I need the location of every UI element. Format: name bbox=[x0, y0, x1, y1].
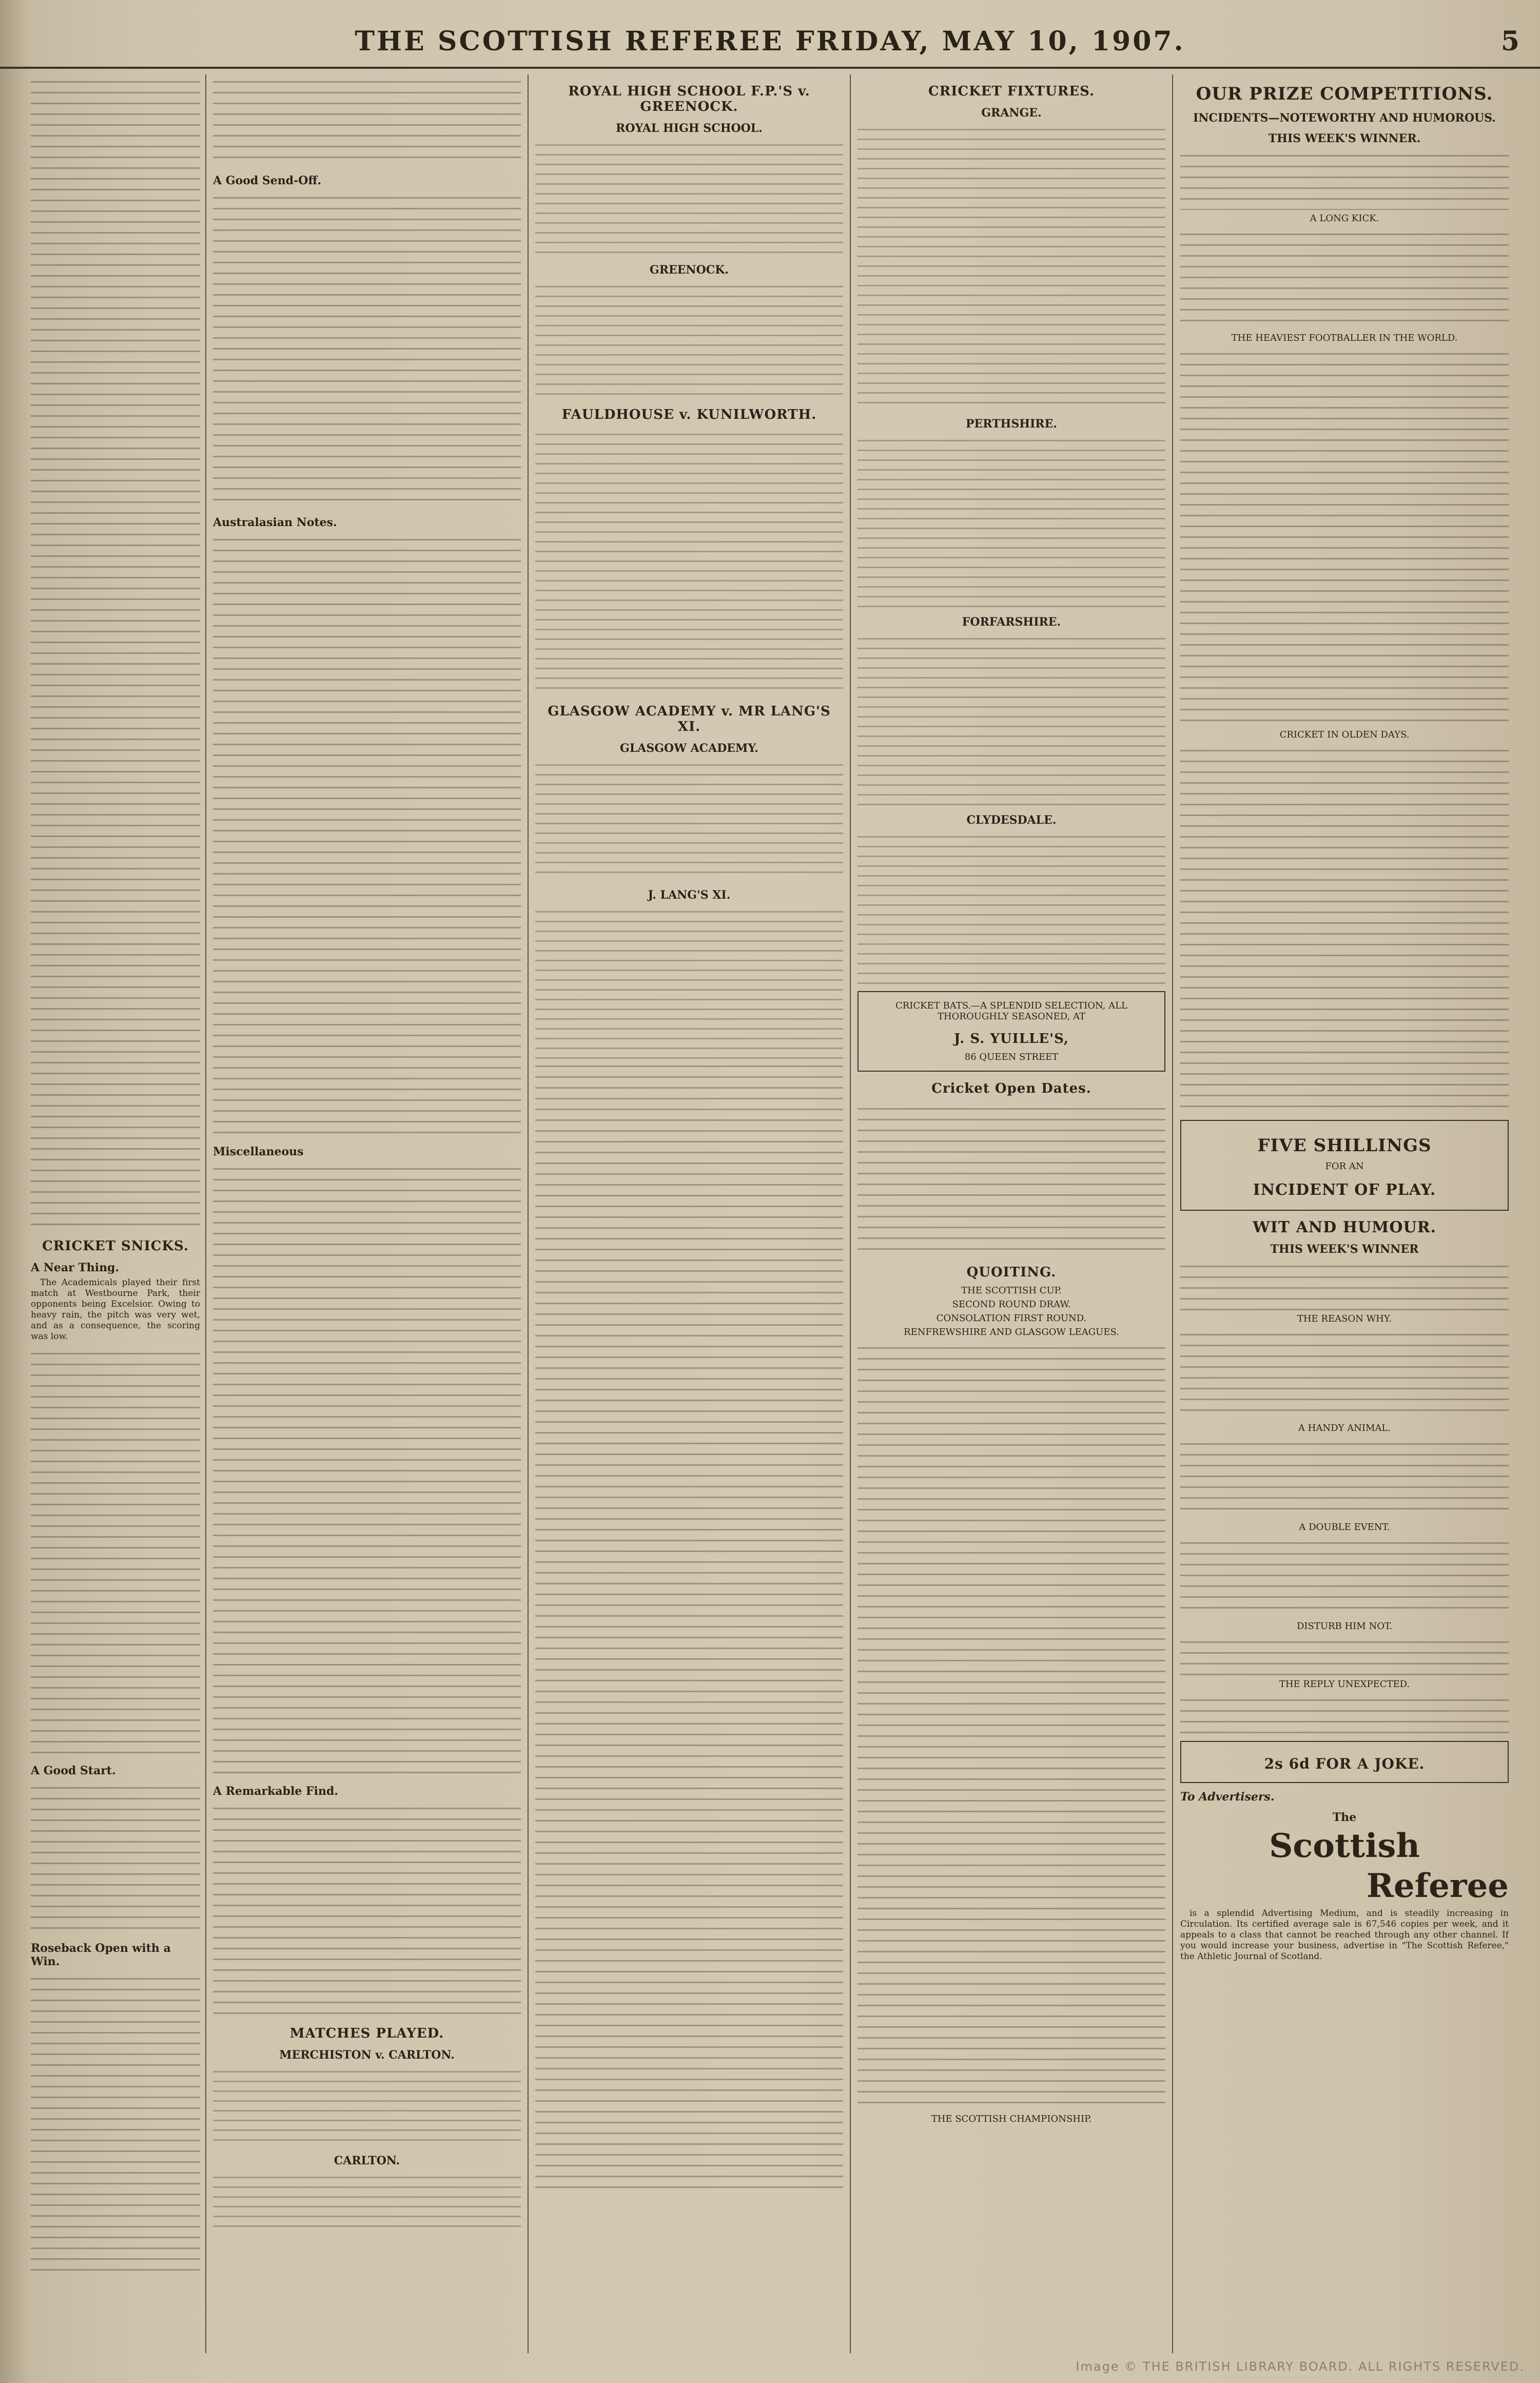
quoiting-heading: QUOITING. bbox=[966, 1265, 1057, 1280]
heaviest-heading: THE HEAVIEST FOOTBALLER IN THE WORLD. bbox=[1231, 333, 1458, 343]
fixtures-heading: CRICKET FIXTURES. bbox=[928, 84, 1095, 99]
near-thing-text: The Academicals played their first match at Westbourne Park, their opponents being Excelsior. Owing to heavy rain, the pitch was very wet, and as a consequence, the scoring was low. bbox=[31, 1277, 200, 1342]
masthead bbox=[0, 21, 1540, 69]
royal-hs-scores bbox=[535, 138, 843, 256]
good-send-off-heading: A Good Send-Off. bbox=[213, 174, 322, 187]
column-4 bbox=[857, 74, 1165, 2353]
five-shillings: FIVE SHILLINGS bbox=[1257, 1135, 1432, 1156]
bats-advert bbox=[857, 991, 1165, 1072]
incident-of-play: INCIDENT OF PLAY. bbox=[1253, 1181, 1436, 1199]
merchiston-scores bbox=[213, 2065, 521, 2147]
fauldhouse-scores bbox=[535, 428, 843, 694]
column-rule bbox=[850, 74, 851, 2353]
ad-referee: Referee bbox=[1366, 1867, 1509, 1905]
consolation: CONSOLATION FIRST ROUND. bbox=[936, 1313, 1087, 1324]
forfarshire-fixtures bbox=[857, 632, 1165, 806]
greenock-scores bbox=[535, 280, 843, 398]
olden-text bbox=[1180, 743, 1509, 1113]
near-thing-heading: A Near Thing. bbox=[31, 1261, 120, 1274]
perthshire-sub: PERTHSHIRE. bbox=[965, 417, 1058, 431]
langs-sub: J. LANG'S XI. bbox=[648, 888, 731, 902]
fauldhouse-heading: FAULDHOUSE v. KUNILWORTH. bbox=[561, 407, 817, 422]
handy-animal-text bbox=[1180, 1437, 1509, 1519]
roseback-text bbox=[31, 1971, 200, 2279]
championship: THE SCOTTISH CHAMPIONSHIP. bbox=[931, 2114, 1092, 2124]
match-reports-text bbox=[535, 1059, 843, 2188]
snicks-text bbox=[31, 1346, 200, 1757]
disturb: DISTURB HIM NOT. bbox=[1296, 1621, 1393, 1632]
perthshire-fixtures bbox=[857, 434, 1165, 608]
misc-text bbox=[213, 1161, 521, 1777]
for-an: FOR AN bbox=[1325, 1161, 1364, 1172]
glasgow-academy-sub: GLASGOW ACADEMY. bbox=[620, 742, 758, 755]
australasian-heading: Australasian Notes. bbox=[213, 516, 337, 529]
greenock-sub: GREENOCK. bbox=[649, 263, 729, 277]
scottish-cup: THE SCOTTISH CUP. bbox=[961, 1285, 1062, 1296]
ad-scottish: Scottish bbox=[1269, 1827, 1420, 1865]
reason-why-text bbox=[1180, 1327, 1509, 1420]
olden-heading: CRICKET IN OLDEN DAYS. bbox=[1279, 729, 1410, 740]
carlton-heading: CARLTON. bbox=[334, 2154, 400, 2167]
disturb-text bbox=[1180, 1635, 1509, 1676]
good-start-heading: A Good Start. bbox=[31, 1764, 116, 1777]
joke-prize: 2s 6d FOR A JOKE. bbox=[1264, 1755, 1425, 1772]
clydesdale-sub: CLYDESDALE. bbox=[966, 813, 1057, 827]
wit-text bbox=[1180, 1259, 1509, 1310]
glasgow-academy-heading: GLASGOW ACADEMY v. MR LANG'S XI. bbox=[548, 704, 831, 734]
misc-heading: Miscellaneous bbox=[213, 1145, 304, 1158]
reason-why: THE REASON WHY. bbox=[1297, 1313, 1392, 1324]
copyright-footer: Image © THE BRITISH LIBRARY BOARD. ALL RIGHTS RESERVED. bbox=[1076, 2359, 1525, 2374]
cricket-snicks-heading: CRICKET SNICKS. bbox=[42, 1238, 189, 1254]
quoiting-text bbox=[857, 1341, 1165, 2110]
glasgow-academy-scores bbox=[535, 758, 843, 881]
heaviest-text bbox=[1180, 346, 1509, 726]
column-1 bbox=[31, 74, 200, 2353]
long-kick-heading: A LONG KICK. bbox=[1310, 213, 1379, 224]
winner-text bbox=[1180, 148, 1509, 210]
league-results-text bbox=[31, 74, 200, 1229]
royal-hs-heading: ROYAL HIGH SCHOOL F.P.'S v. GREENOCK. bbox=[568, 84, 810, 114]
column-5 bbox=[1180, 74, 1509, 2353]
langs-scores bbox=[535, 905, 843, 1059]
double-event: A DOUBLE EVENT. bbox=[1299, 1522, 1390, 1533]
australasian-text bbox=[213, 532, 521, 1138]
five-shillings-box bbox=[1180, 1120, 1509, 1211]
remarkable-find-text bbox=[213, 1801, 521, 2017]
reply: THE REPLY UNEXPECTED. bbox=[1279, 1679, 1410, 1690]
grange-fixtures bbox=[857, 123, 1165, 410]
forfarshire-sub: FORFARSHIRE. bbox=[962, 615, 1061, 629]
column-rule bbox=[528, 74, 529, 2353]
column-3 bbox=[535, 74, 843, 2353]
bats-advert-text: CRICKET BATS.—A SPLENDID SELECTION, ALL THOROUGHLY SEASONED, AT bbox=[895, 1000, 1128, 1022]
clydesdale-fixtures bbox=[857, 830, 1165, 984]
column-2 bbox=[213, 74, 521, 2353]
renfrewshire: RENFREWSHIRE AND GLASGOW LEAGUES. bbox=[904, 1327, 1119, 1338]
roseback-heading: Roseback Open with a Win. bbox=[31, 1942, 171, 1968]
royal-hs-sub: ROYAL HIGH SCHOOL. bbox=[616, 122, 763, 135]
remarkable-find-heading: A Remarkable Find. bbox=[213, 1785, 339, 1798]
long-kick-text bbox=[1180, 227, 1509, 330]
grange-sub: GRANGE. bbox=[981, 106, 1042, 120]
handy-animal: A HANDY ANIMAL. bbox=[1298, 1423, 1391, 1433]
column-rule bbox=[205, 74, 206, 2353]
wit-winner: THIS WEEK'S WINNER bbox=[1270, 1243, 1419, 1256]
send-off-text bbox=[213, 190, 521, 509]
merchiston-heading: MERCHISTON v. CARLTON. bbox=[279, 2048, 455, 2062]
good-start-text bbox=[31, 1780, 200, 1934]
winner-heading: THIS WEEK'S WINNER. bbox=[1268, 132, 1421, 145]
bats-advert-name: J. S. YUILLE'S, bbox=[954, 1031, 1069, 1047]
reply-text bbox=[1180, 1693, 1509, 1734]
matches-played-heading: MATCHES PLAYED. bbox=[289, 2026, 444, 2041]
incidents-heading: INCIDENTS—NOTEWORTHY AND HUMOROUS. bbox=[1193, 111, 1496, 125]
bats-advert-address: 86 QUEEN STREET bbox=[964, 1052, 1059, 1062]
page-title: THE SCOTTISH REFEREE FRIDAY, MAY 10, 1907. bbox=[355, 26, 1185, 57]
wit-heading: WIT AND HUMOUR. bbox=[1252, 1218, 1437, 1236]
to-advertisers: To Advertisers. bbox=[1180, 1790, 1275, 1804]
carlton-scores bbox=[213, 2171, 521, 2232]
ad-text: is a splendid Advertising Medium, and is steadily increasing in Circulation. Its certified average sale is 67,546 copies per week, and it appeals to a class that cannot be reached through any other channel. If you would increase your business, advertise in "The Scottish Referee," the Athletic Journal of Scotland. bbox=[1180, 1908, 1509, 1962]
ad-the: The bbox=[1332, 1811, 1357, 1824]
open-dates-text bbox=[857, 1101, 1165, 1255]
prize-heading: OUR PRIZE COMPETITIONS. bbox=[1196, 84, 1493, 104]
column-rule bbox=[1172, 74, 1173, 2353]
intro-text bbox=[213, 74, 521, 167]
double-event-text bbox=[1180, 1536, 1509, 1618]
second-round: SECOND ROUND DRAW. bbox=[952, 1299, 1071, 1310]
joke-box bbox=[1180, 1741, 1509, 1783]
open-dates-heading: Cricket Open Dates. bbox=[931, 1081, 1091, 1096]
page-number: 5 bbox=[1500, 26, 1519, 57]
